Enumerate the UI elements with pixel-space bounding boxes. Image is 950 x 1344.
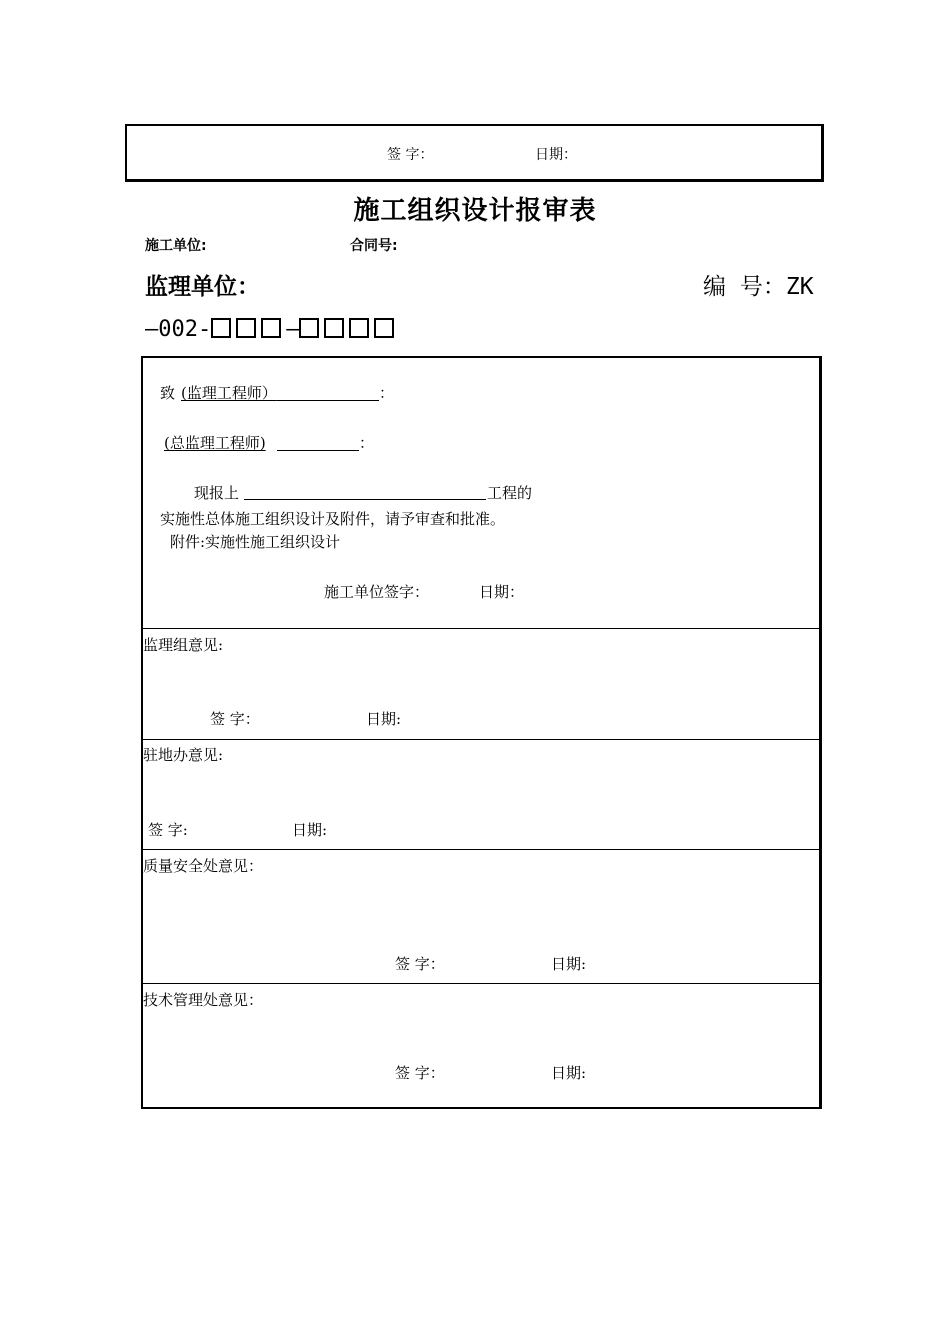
- quality-safety-opinion-title: 质量安全处意见：: [143, 857, 264, 875]
- top-signature-box: [125, 124, 824, 182]
- quality-safety-date-label: 日期:: [551, 955, 587, 973]
- section-divider: [143, 983, 819, 984]
- code-dash: —: [286, 317, 300, 342]
- engineer-label: (监理工程师）: [181, 384, 277, 402]
- document-code-line: [145, 317, 399, 342]
- technical-management-sign-label: 签 字：: [395, 1064, 445, 1082]
- chief-engineer-label: (总监理工程师): [164, 434, 266, 452]
- resident-office-date-label: 日期:: [292, 821, 328, 839]
- engineer-name-blank[interactable]: [277, 400, 379, 401]
- contractor-label: 施工单位:: [145, 238, 207, 254]
- contractor-sign-label: 施工单位签字：: [324, 583, 430, 601]
- report-suffix: 工程的: [487, 484, 533, 502]
- code-box: [261, 318, 281, 338]
- chief-engineer-name-blank[interactable]: [277, 450, 359, 451]
- supervision-group-sign-label: 签 字：: [210, 710, 260, 728]
- top-sign-label: 签 字：: [387, 147, 434, 163]
- code-box: [236, 318, 256, 338]
- code-box: [299, 318, 319, 338]
- report-prefix: 现报上: [194, 484, 240, 502]
- contractor-date-label: 日期：: [479, 583, 525, 601]
- code-box: [324, 318, 344, 338]
- technical-management-date-label: 日期:: [551, 1064, 587, 1082]
- page-title: 施工组织设计报审表: [353, 196, 597, 226]
- approval-form: [141, 356, 822, 1109]
- chief-engineer-colon: ：: [359, 434, 375, 452]
- to-prefix: 致: [160, 384, 176, 402]
- request-body: 实施性总体施工组织设计及附件，请予审查和批准。: [160, 510, 506, 528]
- attachment-line: 附件:实施性施工组织设计: [170, 533, 341, 551]
- document-number-label: 编 号：ZK: [703, 274, 814, 300]
- project-name-blank[interactable]: [244, 499, 486, 500]
- engineer-colon: ：: [379, 384, 395, 402]
- contract-number-label: 合同号:: [350, 238, 398, 254]
- technical-management-opinion-title: 技术管理处意见：: [143, 991, 264, 1009]
- section-divider: [143, 628, 819, 629]
- section-divider: [143, 849, 819, 850]
- section-divider: [143, 739, 819, 740]
- code-box: [211, 318, 231, 338]
- resident-office-sign-label: 签 字:: [148, 821, 188, 839]
- resident-office-opinion-title: 驻地办意见:: [143, 746, 224, 764]
- code-box: [349, 318, 369, 338]
- supervision-group-opinion-title: 监理组意见:: [143, 636, 224, 654]
- top-date-label: 日期：: [535, 147, 577, 163]
- supervisor-label: 监理单位：: [145, 274, 260, 300]
- supervision-group-date-label: 日期:: [366, 710, 402, 728]
- quality-safety-sign-label: 签 字：: [395, 955, 445, 973]
- code-box: [374, 318, 394, 338]
- code-prefix: —002-: [145, 317, 212, 342]
